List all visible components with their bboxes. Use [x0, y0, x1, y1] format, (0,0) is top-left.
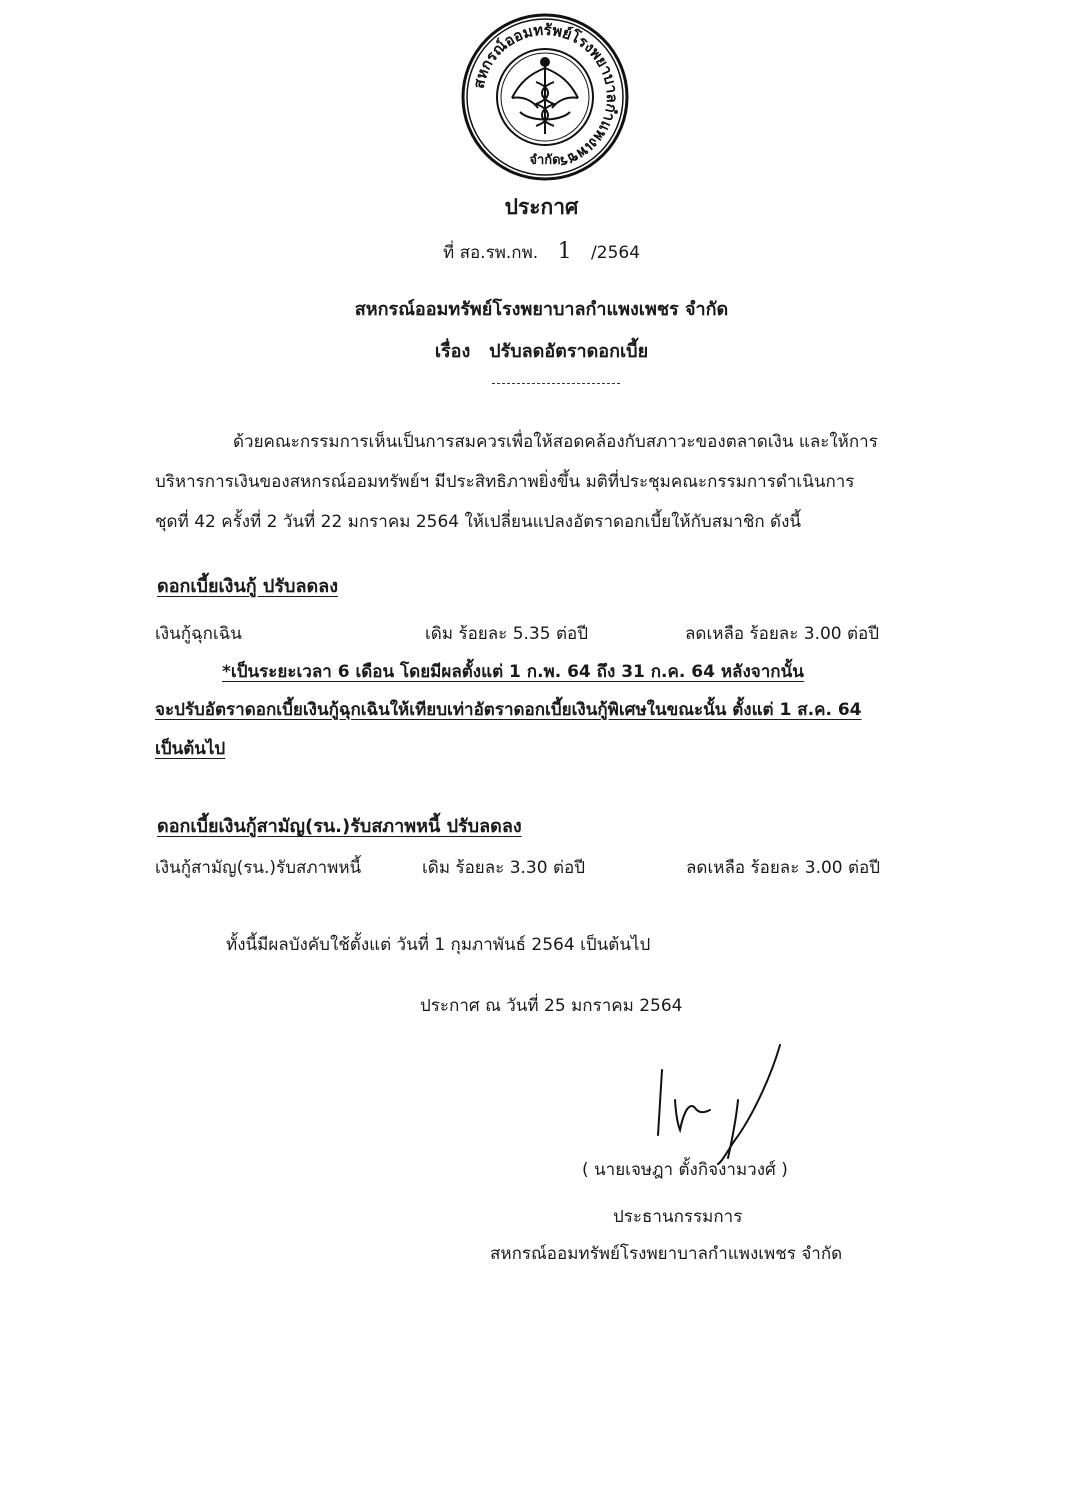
signature-icon [640, 1040, 800, 1170]
signer-position: ประธานกรรมการ [613, 1207, 743, 1227]
svg-text:สหกรณ์ออมทรัพย์โรงพยาบาลกำแพงเ: สหกรณ์ออมทรัพย์โรงพยาบาลกำแพงเพชร [469, 20, 622, 172]
section2-loan-type: เงินกู้สามัญ(รน.)รับสภาพหนี้ [155, 858, 362, 878]
organization-name: สหกรณ์ออมทรัพย์โรงพยาบาลกำแพงเพชร จำกัด [354, 299, 729, 320]
effective-date: ทั้งนี้มีผลบังคับใช้ตั้งแต่ วันที่ 1 กุมภาพันธ์ 2564 เป็นต้นไป [226, 935, 651, 955]
cooperative-seal-icon [460, 12, 630, 182]
section2-heading: ดอกเบี้ยเงินกู้สามัญ(รน.)รับสภาพหนี้ ปรับลดลง [157, 816, 522, 837]
section1-old-rate: เดิม ร้อยละ 5.35 ต่อปี [425, 624, 589, 644]
page-title: ประกาศ [504, 195, 579, 219]
intro-line-1: ด้วยคณะกรรมการเห็นเป็นการสมควรเพื่อให้สอดคล้องกับสภาวะของตลาดเงิน และให้การ [233, 432, 878, 452]
signer-organization: สหกรณ์ออมทรัพย์โรงพยาบาลกำแพงเพชร จำกัด [490, 1244, 843, 1264]
signer-name: ( นายเจษฎา ตั้งกิจงามวงศ์ ) [582, 1160, 788, 1180]
svg-text:จำกัด: จำกัด [529, 153, 561, 168]
number-prefix: ที่ สอ.รพ.กพ. [442, 243, 539, 263]
section1-loan-type: เงินกู้ฉุกเฉิน [155, 624, 242, 644]
section2-old-rate: เดิม ร้อยละ 3.30 ต่อปี [422, 858, 586, 878]
section1-new-rate: ลดเหลือ ร้อยละ 3.00 ต่อปี [685, 624, 880, 644]
divider [492, 383, 620, 384]
announce-date: ประกาศ ณ วันที่ 25 มกราคม 2564 [420, 996, 683, 1016]
intro-line-2: บริหารการเงินของสหกรณ์ออมทรัพย์ฯ มีประสิทธิภาพยิ่งขึ้น มติที่ประชุมคณะกรรมการดำเนินการ [155, 472, 855, 492]
section1-note-line-2: จะปรับอัตราดอกเบี้ยเงินกู้ฉุกเฉินให้เทียบเท่าอัตราดอกเบี้ยเงินกู้พิเศษในขณะนั้น ตั้งแต่ 1 ส.ค. 64 [155, 700, 862, 720]
section1-note-line-3: เป็นต้นไป [155, 739, 226, 759]
announcement-number [0, 240, 1083, 265]
section1-note-line-1: *เป็นระยะเวลา 6 เดือน โดยมีผลตั้งแต่ 1 ก.พ. 64 ถึง 31 ก.ค. 64 หลังจากนั้น [222, 662, 804, 682]
section2-new-rate: ลดเหลือ ร้อยละ 3.00 ต่อปี [686, 858, 881, 878]
intro-line-3: ชุดที่ 42 ครั้งที่ 2 วันที่ 22 มกราคม 2564 ให้เปลี่ยนแปลงอัตราดอกเบี้ยให้กับสมาชิก ดังนี้ [155, 512, 802, 532]
subject-text: ปรับลดอัตราดอกเบี้ย [489, 341, 649, 362]
number-value: 1 [557, 239, 572, 264]
section1-heading: ดอกเบี้ยเงินกู้ ปรับลดลง [157, 576, 338, 597]
subject-line [0, 340, 1083, 364]
subject-label: เรื่อง [434, 341, 471, 362]
number-suffix: /2564 [591, 243, 641, 263]
